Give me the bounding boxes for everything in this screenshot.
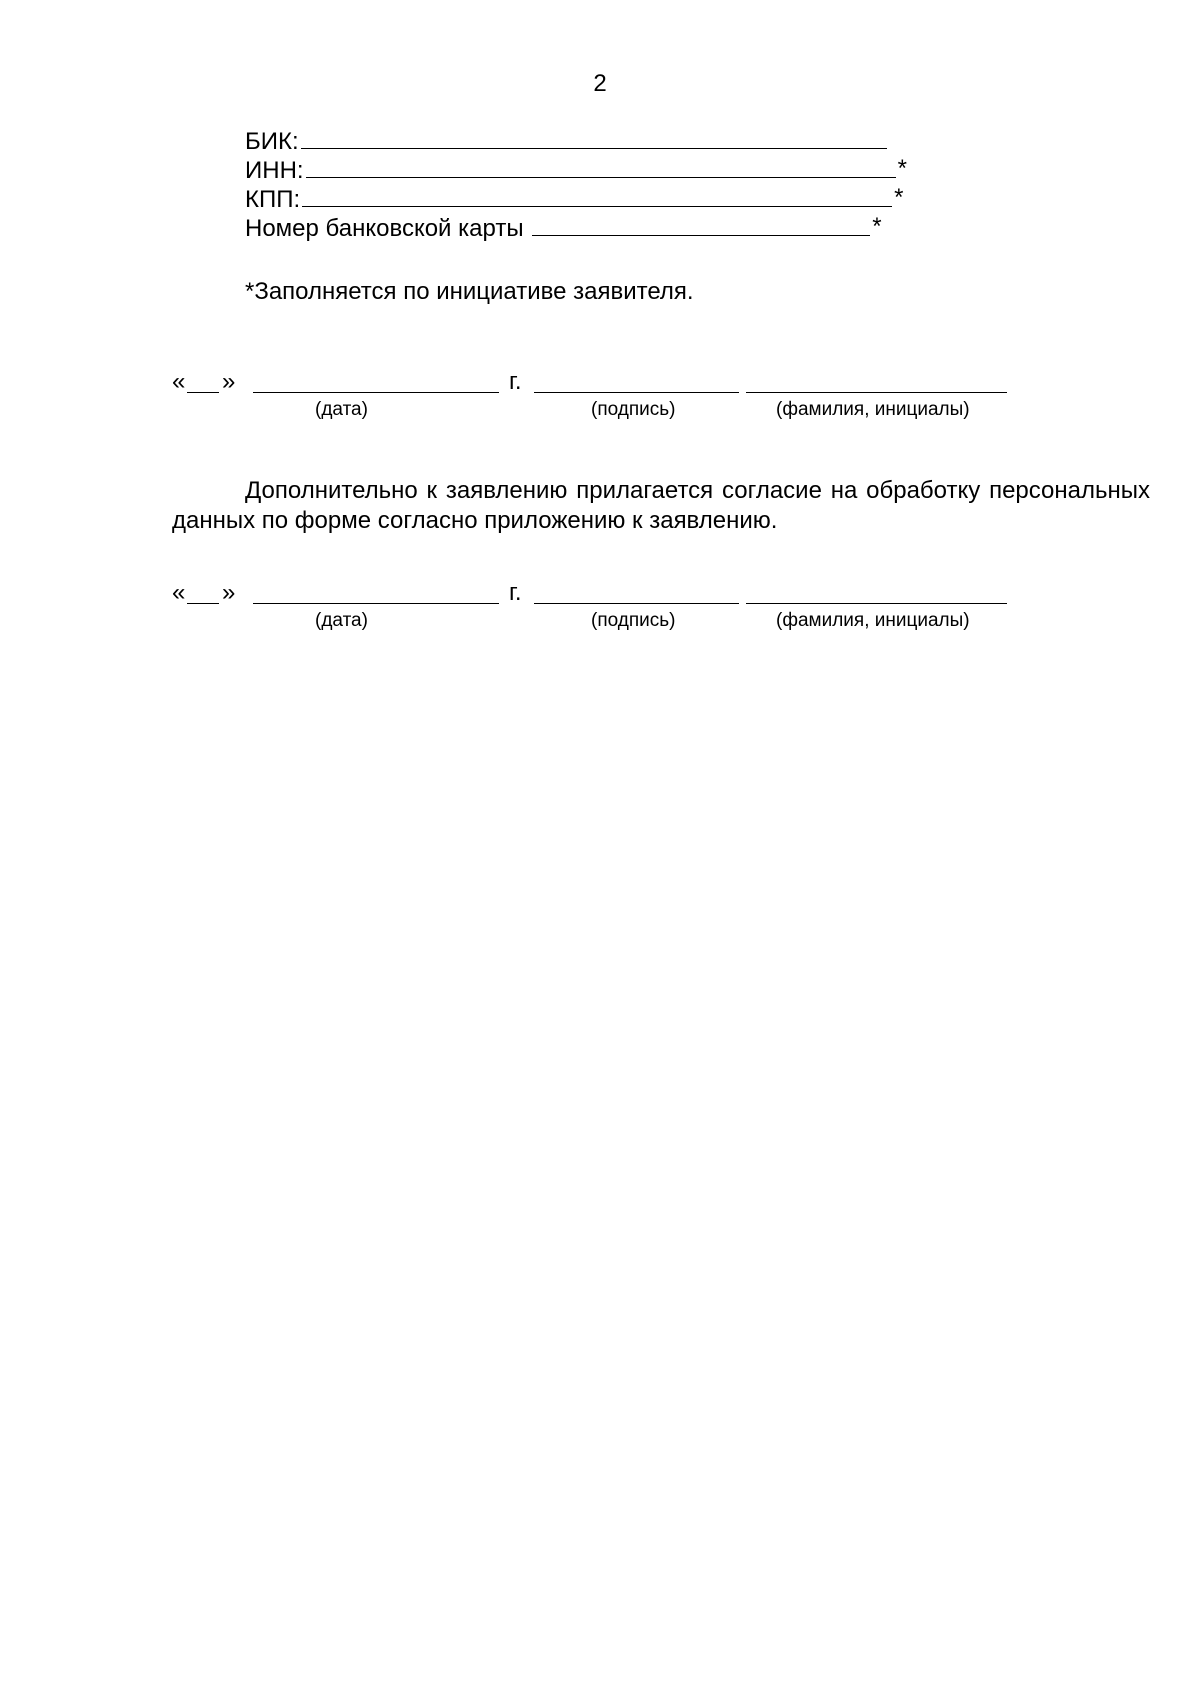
name-blank-line[interactable] bbox=[746, 579, 1007, 604]
field-label: Номер банковской карты bbox=[245, 215, 531, 242]
page-number: 2 bbox=[593, 70, 607, 97]
bank-card-blank-line[interactable] bbox=[532, 213, 870, 236]
field-inn bbox=[245, 155, 910, 184]
field-label: БИК: bbox=[245, 128, 299, 155]
paragraph-text: Дополнительно к заявлению прилагается согласие на обработку персональных данных по форме согласно приложению к заявлению. bbox=[172, 477, 1150, 534]
day-blank-line[interactable] bbox=[187, 579, 219, 604]
signature-blank-line[interactable] bbox=[534, 579, 739, 604]
month-blank-line[interactable] bbox=[253, 579, 499, 604]
name-blank-line[interactable] bbox=[746, 368, 1007, 393]
field-label: ИНН: bbox=[245, 157, 304, 184]
bik-blank-line[interactable] bbox=[301, 126, 887, 149]
field-label: КПП: bbox=[245, 186, 301, 213]
signature-block-2 bbox=[172, 579, 1032, 631]
field-asterisk: * bbox=[897, 155, 907, 182]
open-quote: « bbox=[172, 579, 186, 606]
field-kpp bbox=[245, 184, 910, 213]
year-suffix: г. bbox=[509, 368, 522, 395]
signature-blank-line[interactable] bbox=[534, 368, 739, 393]
caption-date: (дата) bbox=[315, 399, 368, 420]
field-asterisk: * bbox=[872, 213, 882, 240]
close-quote: » bbox=[222, 368, 236, 395]
caption-name: (фамилия, инициалы) bbox=[776, 399, 970, 420]
year-suffix: г. bbox=[509, 579, 522, 606]
signature-block-1 bbox=[172, 368, 1032, 420]
close-quote: » bbox=[222, 579, 236, 606]
open-quote: « bbox=[172, 368, 186, 395]
caption-signature: (подпись) bbox=[591, 610, 676, 631]
bank-details-fields bbox=[245, 126, 910, 242]
footnote: *Заполняется по инициативе заявителя. bbox=[245, 278, 694, 305]
caption-name: (фамилия, инициалы) bbox=[776, 610, 970, 631]
consent-paragraph bbox=[172, 476, 1150, 536]
day-blank-line[interactable] bbox=[187, 368, 219, 393]
inn-blank-line[interactable] bbox=[306, 155, 896, 178]
caption-date: (дата) bbox=[315, 610, 368, 631]
field-asterisk: * bbox=[894, 184, 904, 211]
kpp-blank-line[interactable] bbox=[302, 184, 892, 207]
field-bank-card-number bbox=[245, 213, 910, 242]
caption-signature: (подпись) bbox=[591, 399, 676, 420]
field-bik bbox=[245, 126, 910, 155]
month-blank-line[interactable] bbox=[253, 368, 499, 393]
